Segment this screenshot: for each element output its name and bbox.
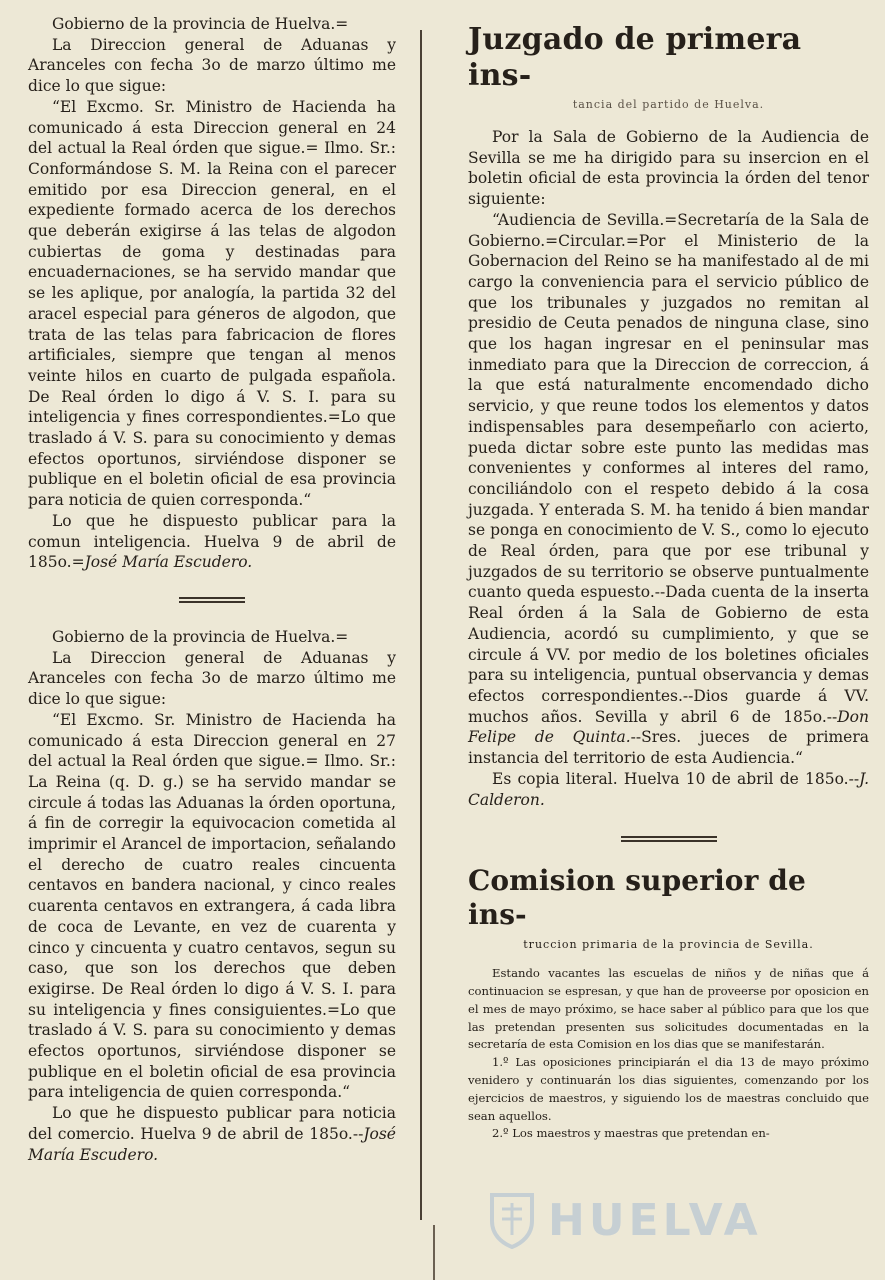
section1-title: Juzgado de primera ins-	[468, 22, 802, 93]
notice2-heading: Gobierno de la provincia de Huelva.=	[52, 627, 349, 646]
archive-watermark	[488, 1188, 788, 1252]
section1-signer: Don Felipe de Quinta.	[468, 707, 869, 747]
notice2-intro: La Direccion general de Aduanas y Aranceles con fecha 3o de marzo último me dice lo que sigue:	[28, 648, 396, 709]
notice2-signature: José María Escudero.	[28, 1124, 396, 1164]
section-separator	[179, 597, 245, 603]
section1-subtitle: tancia del partido de Huelva.	[572, 98, 765, 111]
notice2-closing	[28, 1103, 396, 1165]
section-separator	[621, 836, 717, 842]
section1-copy-line: Es copia literal. Huelva 10 de abril de 185o.--	[492, 769, 860, 788]
right-column	[432, 0, 885, 1280]
column-divider	[420, 30, 422, 1220]
section1-copy-signature: J. Calderon.	[468, 769, 869, 809]
notice2-closing-text: Lo que he dispuesto publicar para noticia del comercio. Huelva 9 de abril de 185o.--	[28, 1104, 396, 1143]
section2-subtitle: truccion primaria de la provincia de Sevilla.	[523, 938, 814, 952]
section1-body-text: “Audiencia de Sevilla.=Secretaría de la Sala de Gobierno.=Circular.=Por el Ministerio de la Gobernacion del Reino se ha manifestado al de mi cargo la conveniencia para el servicio público de que los tribunales y juzgados no remitan al presidio de Ceuta penados de ninguna clase, sino que los hagan ingresar en el peninsular mas inmediato para que la Direccion de correccion, á la que está naturalmente encomendado dicho servicio, y que reune todos los elementos y datos indispensables para desempeñarlo con acierto, pueda dictar sobre este punto las medidas mas convenientes y conformes al interes del ramo, conciliándolo con el respeto debido á la cosa juzgada. Y enterada S. M. ha tenido á bien mandar se ponga en conocimiento de V. S., como lo ejecuto de Real órden, para que por ese tribunal y juzgados de su territorio se observe puntualmente cuanto queda espuesto.--Dada cuenta de la inserta Real órden á la Sala de Gobierno de esta Audiencia, acordó su cumplimiento, y que se circule á VV. por medio de los boletines oficiales para su inteligencia, puntual observancia y demas efectos correspondientes.--Dios guarde á VV. muchos años. Sevilla y abril 6 de 185o.--	[468, 210, 869, 726]
notice1-closing	[28, 511, 396, 573]
section2-intro: Estando vacantes las escuelas de niños y de niñas que á continuacion se espresan, y que han de proveerse por oposicion en el mes de mayo próximo, se hace saber al público para que los que las pretendan presenten sus solicitudes documentadas en la secretaría de esta Comision en los dias que se manifestarán.	[468, 966, 869, 1052]
section1-body	[468, 210, 869, 769]
notice1-heading: Gobierno de la provincia de Huelva.=	[52, 15, 349, 33]
notice2-body: “El Excmo. Sr. Ministro de Hacienda ha comunicado á esta Direccion general en 27 del actual la Real órden que sigue.= Ilmo. Sr.: La Reina (q. D. g.) se ha servido mandar se circule á todas las Aduanas la órden oportuna, á fin de corregir la equivocacion cometida al imprimir el Arancel de importacion, señalando el derecho de cuatro reales cincuenta centavos en bandera nacional, y cinco reales cuarenta centavos en extrangera, á cada libra de coca de Levante, en vez de cuarenta y cinco y cincuenta y cuatro centavos, segun su caso, que son los derechos que deben exigirse. De Real órden lo digo á V. S. I. para su inteligencia y fines consiguientes.=Lo que traslado á V. S. para su conocimiento y demas efectos oportunos, sirviéndose disponer se publique en el boletin oficial de esa provincia para inteligencia de quien corresponda.“	[28, 710, 396, 1102]
section1-copy	[468, 769, 869, 810]
watermark-text: HUELVA	[548, 1194, 762, 1246]
notice1-body: “El Excmo. Sr. Ministro de Hacienda ha comunicado á esta Direccion general en 24 del actual la Real órden que sigue.= Ilmo. Sr.: Conformándose S. M. la Reina con el parecer emitido por esa Direccion general, en el expediente formado acerca de los derechos que deberán exigirse á las telas de algodon cubiertas de goma y destinadas para encuadernaciones, se ha servido mandar que se les aplique, por analogía, la partida 32 del aracel especial para géneros de algodon, que trata de las telas para fabricacion de flores artificiales, siempre que tengan al menos veinte hilos en cuarto de pulgada española. De Real órden lo digo á V. S. I. para su inteligencia y fines correspondientes.=Lo que traslado á V. S. para su conocimiento y demas efectos oportunos, sirviéndose disponer se publique en el boletin oficial de esa provincia para noticia de quien corresponda.“	[28, 97, 396, 510]
section1-intro: Por la Sala de Gobierno de la Audiencia de Sevilla se me ha dirigido para su insercion en el boletin oficial de esta provincia la órden del tenor siguiente:	[468, 128, 869, 209]
section2-title: Comision superior de ins-	[468, 864, 806, 932]
notice1-signature: José María Escudero.	[84, 553, 253, 572]
section2-item2: 2.º Los maestros y maestras que pretendan en-	[492, 1126, 770, 1141]
shield-icon	[488, 1191, 536, 1249]
notice1-intro: La Direccion general de Aduanas y Aranceles con fecha 3o de marzo último me dice lo que sigue:	[28, 35, 396, 96]
notice1-closing-text: Lo que he dispuesto publicar para la comun inteligencia. Huelva 9 de abril de 185o.=	[28, 511, 396, 572]
section2-item1: 1.º Las oposiciones principiarán el dia 13 de mayo próximo venidero y continuarán los dias siguientes, comenzando por los ejercicios de maestros, y siguiendo los de maestras concluido que sean aquellos.	[468, 1055, 869, 1123]
left-column	[0, 0, 418, 1280]
section1-tail: --Sres. jueces de primera instancia del territorio de esta Audiencia.“	[468, 728, 869, 768]
